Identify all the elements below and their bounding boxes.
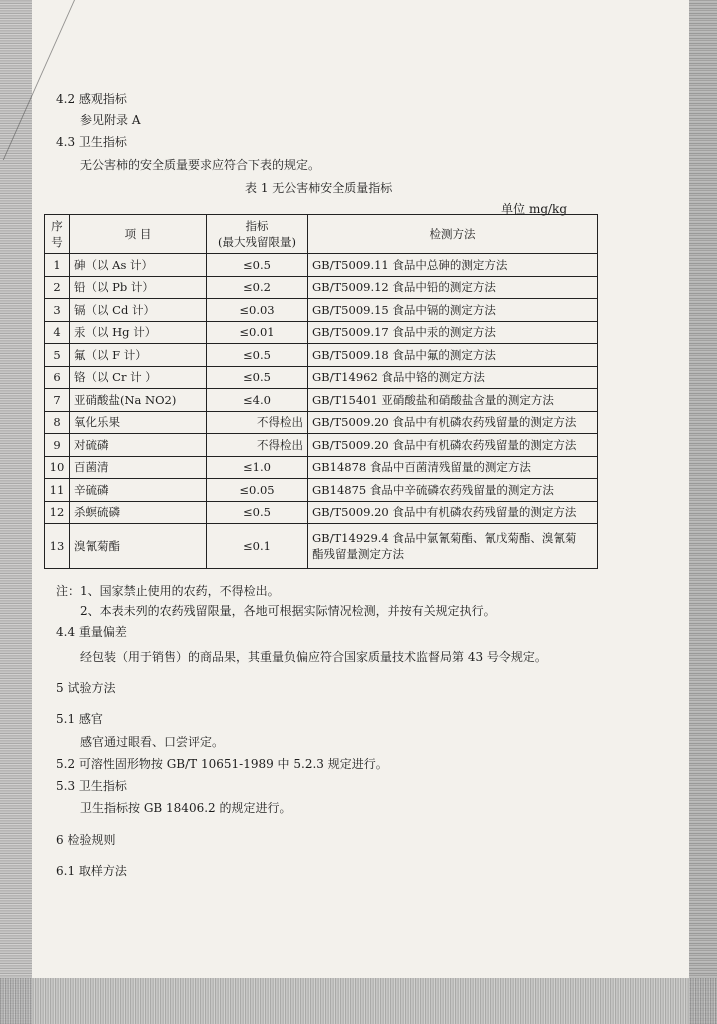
cell-limit: ≤0.5 xyxy=(207,366,308,389)
header-no: 序号 xyxy=(45,215,70,254)
cell-method: GB/T5009.12 食品中铅的测定方法 xyxy=(308,276,598,299)
cell-no: 4 xyxy=(45,321,70,344)
cell-no: 10 xyxy=(45,456,70,479)
section-6-title: 6 检验规则 xyxy=(56,833,116,847)
cell-item: 汞（以 Hg 计） xyxy=(70,321,207,344)
cell-method: GB/T5009.20 食品中有机磷农药残留量的测定方法 xyxy=(308,501,598,524)
section-5-1-title: 5.1 感官 xyxy=(56,712,103,726)
cell-limit: ≤0.5 xyxy=(207,344,308,367)
header-limit-line1: 指标 xyxy=(245,219,269,233)
section-5-2: 5.2 可溶性固形物按 GB/T 10651-1989 中 5.2.3 规定进行。 xyxy=(56,757,388,771)
cell-method: GB14875 食品中辛硫磷农药残留量的测定方法 xyxy=(308,479,598,502)
cell-method: GB/T15401 亚硝酸盐和硝酸盐含量的测定方法 xyxy=(308,389,598,412)
section-4-2-title: 4.2 感观指标 xyxy=(56,92,127,106)
section-5-1-body: 感官通过眼看、口尝评定。 xyxy=(80,735,225,749)
cell-limit: ≤0.03 xyxy=(207,299,308,322)
cell-item: 溴氰菊酯 xyxy=(70,524,207,569)
header-limit-line2: (最大残留限量) xyxy=(218,235,296,249)
cell-item: 镉（以 Cd 计） xyxy=(70,299,207,322)
cell-no: 7 xyxy=(45,389,70,412)
cell-no: 2 xyxy=(45,276,70,299)
cell-item: 氟（以 F 计） xyxy=(70,344,207,367)
cell-method: GB/T5009.15 食品中镉的测定方法 xyxy=(308,299,598,322)
note-1: 注：1、国家禁止使用的农药，不得检出。 xyxy=(56,584,280,598)
cell-item: 辛硫磷 xyxy=(70,479,207,502)
cell-no: 1 xyxy=(45,254,70,277)
cell-method: GB14878 食品中百菌清残留量的测定方法 xyxy=(308,456,598,479)
table-row xyxy=(45,389,598,412)
cell-item: 氧化乐果 xyxy=(70,411,207,434)
table-caption: 表 1 无公害柿安全质量指标 xyxy=(245,181,393,195)
header-limit xyxy=(207,215,308,254)
cell-limit: 不得检出 xyxy=(207,434,308,457)
note-2: 2、本表未列的农药残留限量，各地可根据实际情况检测，并按有关规定执行。 xyxy=(80,604,496,618)
safety-quality-table xyxy=(44,214,598,569)
header-item: 项 目 xyxy=(70,215,207,254)
table-unit: 单位 mg/kg xyxy=(501,202,567,216)
scan-edge-bottom xyxy=(0,978,717,1024)
table-row xyxy=(45,411,598,434)
section-4-3-title: 4.3 卫生指标 xyxy=(56,135,127,149)
table-row xyxy=(45,254,598,277)
scan-edge-right xyxy=(689,0,717,1024)
table-row xyxy=(45,321,598,344)
cell-item: 百菌清 xyxy=(70,456,207,479)
cell-no: 12 xyxy=(45,501,70,524)
cell-no: 13 xyxy=(45,524,70,569)
cell-item: 对硫磷 xyxy=(70,434,207,457)
table-row xyxy=(45,344,598,367)
cell-no: 9 xyxy=(45,434,70,457)
cell-method-line2: 酯残留量测定方法 xyxy=(312,547,404,561)
table-row xyxy=(45,501,598,524)
cell-limit: ≤0.5 xyxy=(207,254,308,277)
section-4-4-title: 4.4 重量偏差 xyxy=(56,625,127,639)
cell-item: 砷（以 As 计） xyxy=(70,254,207,277)
cell-method: GB/T5009.11 食品中总砷的测定方法 xyxy=(308,254,598,277)
cell-limit: ≤1.0 xyxy=(207,456,308,479)
section-5-title: 5 试验方法 xyxy=(56,681,116,695)
cell-method: GB/T14962 食品中铬的测定方法 xyxy=(308,366,598,389)
header-method: 检测方法 xyxy=(308,215,598,254)
section-4-2-body: 参见附录 A xyxy=(80,113,141,127)
cell-item: 杀螟硫磷 xyxy=(70,501,207,524)
cell-limit: ≤0.01 xyxy=(207,321,308,344)
section-5-3-title: 5.3 卫生指标 xyxy=(56,779,127,793)
cell-method-line1: GB/T14929.4 食品中氯氰菊酯、氰戊菊酯、溴氰菊 xyxy=(312,531,577,545)
cell-item: 铅（以 Pb 计） xyxy=(70,276,207,299)
table-row xyxy=(45,524,598,569)
table-row xyxy=(45,366,598,389)
section-4-3-body: 无公害柿的安全质量要求应符合下表的规定。 xyxy=(80,158,321,172)
cell-limit: ≤0.05 xyxy=(207,479,308,502)
cell-limit: ≤4.0 xyxy=(207,389,308,412)
cell-limit: ≤0.1 xyxy=(207,524,308,569)
cell-no: 11 xyxy=(45,479,70,502)
section-6-1-title: 6.1 取样方法 xyxy=(56,864,127,878)
cell-method: GB/T5009.17 食品中汞的测定方法 xyxy=(308,321,598,344)
cell-limit: ≤0.5 xyxy=(207,501,308,524)
cell-no: 8 xyxy=(45,411,70,434)
cell-no: 6 xyxy=(45,366,70,389)
cell-method xyxy=(308,524,598,569)
table-row xyxy=(45,456,598,479)
table-row xyxy=(45,276,598,299)
section-5-3-body: 卫生指标按 GB 18406.2 的规定进行。 xyxy=(80,801,292,815)
cell-limit: 不得检出 xyxy=(207,411,308,434)
cell-no: 3 xyxy=(45,299,70,322)
cell-method: GB/T5009.18 食品中氟的测定方法 xyxy=(308,344,598,367)
section-4-4-body: 经包装（用于销售）的商品果，其重量负偏应符合国家质量技术监督局第 43 号令规定。 xyxy=(80,650,547,664)
cell-no: 5 xyxy=(45,344,70,367)
cell-method: GB/T5009.20 食品中有机磷农药残留量的测定方法 xyxy=(308,411,598,434)
cell-method: GB/T5009.20 食品中有机磷农药残留量的测定方法 xyxy=(308,434,598,457)
table-row xyxy=(45,479,598,502)
table-row xyxy=(45,299,598,322)
cell-limit: ≤0.2 xyxy=(207,276,308,299)
cell-item: 铬（以 Cr 计 ） xyxy=(70,366,207,389)
cell-item: 亚硝酸盐(Na NO2) xyxy=(70,389,207,412)
table-row xyxy=(45,434,598,457)
table-header-row xyxy=(45,215,598,254)
